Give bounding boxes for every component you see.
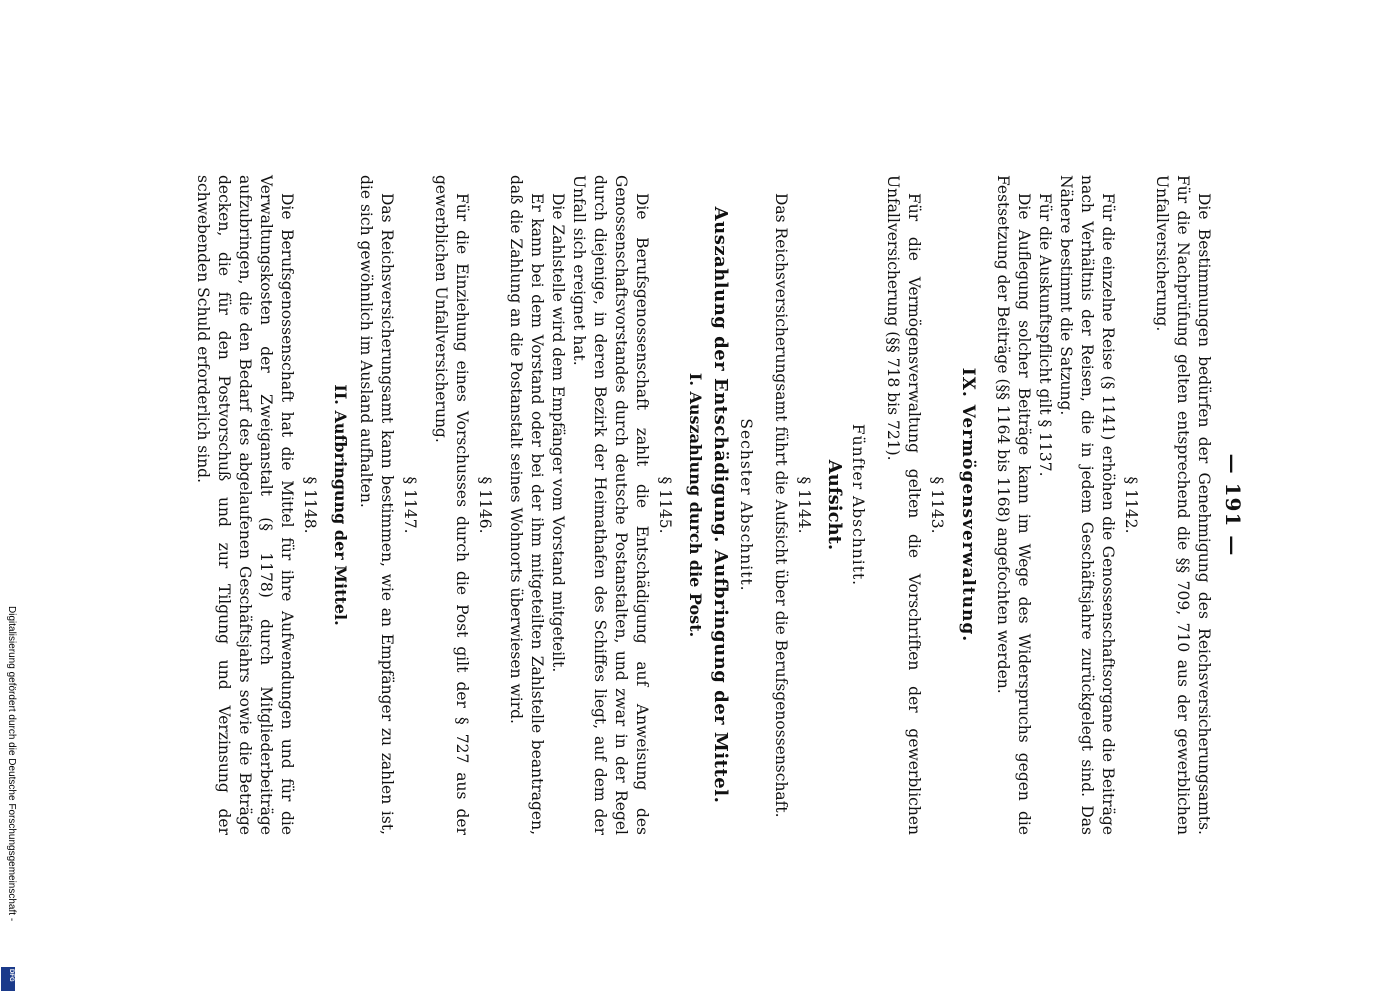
section-number-1142: § 1142. — [1122, 476, 1140, 534]
heading-chapter: Auszahlung der Entschädigung. Aufbringung der Mittel. — [710, 206, 731, 804]
s1148-paragraph-1: Die Berufsgenossenschaft hat die Mittel für ihre Aufwendungen und für die Verwaltungskosten der Zweiganstalt (§ 1178) durch Mitgliederbeiträge aufzubringen, die den Bedarf des abgelaufenen Geschäftsjahrs sowie die Beträge decken, die für den Postvorschuß und zur Tilgung und Verzinsung der schwebenden Schuld erforderlich sind. — [194, 175, 296, 835]
heading-aufsicht: Aufsicht. — [824, 459, 845, 551]
s1144-paragraph-1: Das Reichsversicherungsamt führt die Aufsicht über die Berufsgenossenschaft. — [772, 193, 790, 818]
s1143-paragraph-1: Für die Vermögensverwaltung gelten die Vorschriften der gewerblichen Unfallversicherung (§§ 718 bis 721). — [884, 175, 923, 835]
section-number-1145: § 1145. — [656, 476, 674, 534]
s1142-paragraph-1: Für die einzelne Reise (§ 1141) erhöhen die Genossenschaftsorgane die Beiträge nach Verhältnis der Reisen, die in jedem Geschäftsjahre zurückgelegt sind. Das Nähere bestimmt die Satzung. — [1057, 175, 1117, 835]
s1145-paragraph-1: Die Berufsgenossenschaft zahlt die Entschädigung auf Anweisung des Genossenschaftsvorstandes durch deutsche Postanstalten, und zwar in der Regel durch diejenige, in deren Bezirk der Heimathafen des Schiffes liegt, auf dem der Unfall sich ereignet hat. — [570, 175, 651, 835]
section-number-1144: § 1144. — [795, 476, 813, 534]
footer-text: Digitalisierung gefördert durch die Deutsche Forschungsgemeinschaft - — [6, 606, 17, 922]
s1142-paragraph-2: Für die Auskunftspflicht gilt § 1137. — [1036, 193, 1054, 477]
section-number-1146: § 1146. — [476, 476, 494, 534]
s1142-paragraph-3: Die Auflegung solcher Beiträge kann im Wege des Widerspruchs gegen die Festsetzung der Beiträge (§§ 1164 bis 1168) angefochten werden. — [994, 175, 1033, 835]
dfg-logo-text: DFG — [8, 969, 14, 982]
page-body — [192, 175, 1243, 835]
digitization-footer — [2, 606, 18, 996]
s1147-paragraph-1: Das Reichsversicherungsamt kann bestimmen, wie an Empfänger zu zahlen ist, die sich gewöhnlich im Ausland aufhalten. — [357, 175, 396, 835]
heading-ii: II. Aufbringung der Mittel. — [331, 384, 350, 626]
heading-sechster-abschnitt: Sechster Abschnitt. — [737, 418, 755, 592]
s1146-paragraph-1: Für die Einziehung eines Vorschusses durch die Post gilt der § 727 aus der gewerblichen Unfallversicherung. — [432, 175, 471, 835]
heading-ix: IX. Vermögensverwaltung. — [958, 367, 978, 643]
s1145-paragraph-3: Er kann bei dem Vorstand oder bei der ihm mitgeteilten Zahlstelle beantragen, daß die Zahlung an die Postanstalt seines Wohnorts überwiesen wird. — [507, 175, 546, 835]
intro-paragraph: Die Bestimmungen bedürfen der Genehmigung des Reichsversicherungsamts. Für die Nachprüfung gelten entsprechend die §§ 709, 710 aus der gewerblichen Unfallversicherung. — [1153, 175, 1213, 835]
section-number-1148: § 1148. — [301, 476, 319, 534]
section-number-1147: § 1147. — [401, 476, 419, 534]
section-number-1143: § 1143. — [928, 476, 946, 534]
dfg-logo — [1, 967, 15, 991]
heading-fuenfter-abschnitt: Fünfter Abschnitt. — [849, 423, 867, 587]
s1145-paragraph-2: Die Zahlstelle wird dem Empfänger vom Vorstand mitgeteilt. — [549, 193, 567, 673]
heading-i: I. Auszahlung durch die Post. — [686, 372, 705, 638]
page-number: — 191 — — [1221, 453, 1245, 557]
